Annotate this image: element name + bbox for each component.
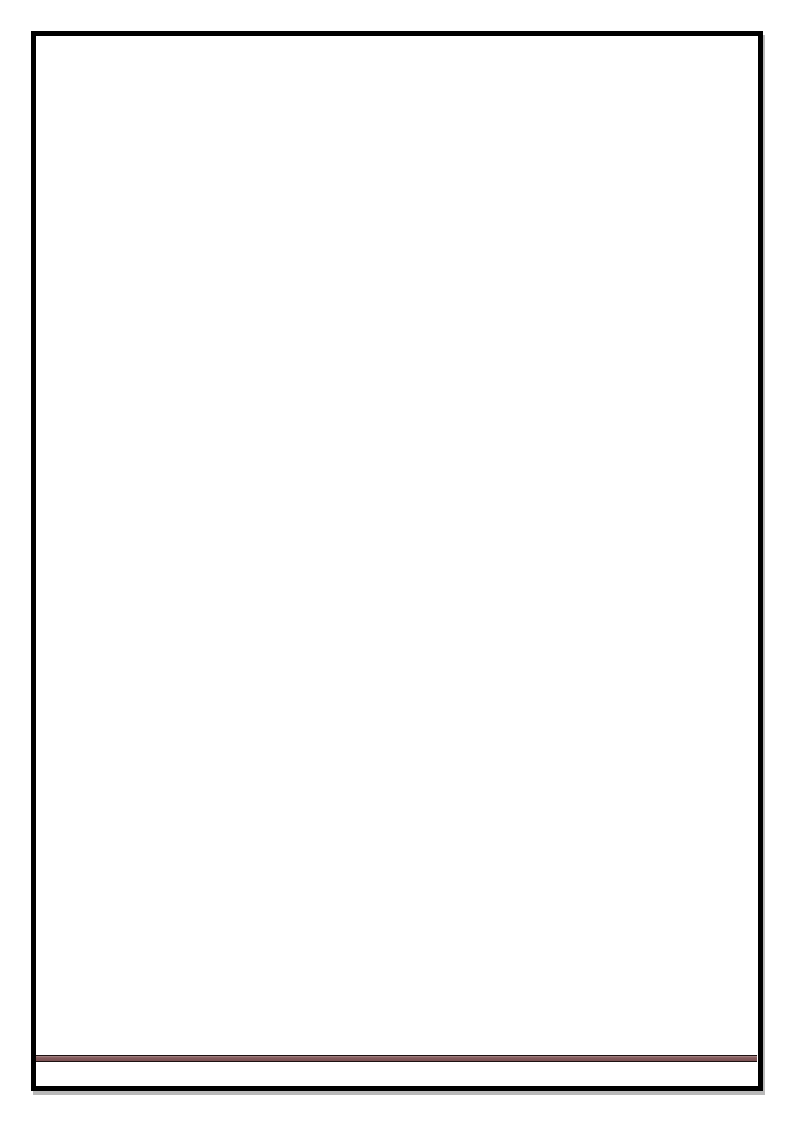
page-title [37,92,758,142]
footer-divider-bar [36,1055,757,1062]
page-border [31,31,763,1091]
tutorified-logo [60,45,68,95]
